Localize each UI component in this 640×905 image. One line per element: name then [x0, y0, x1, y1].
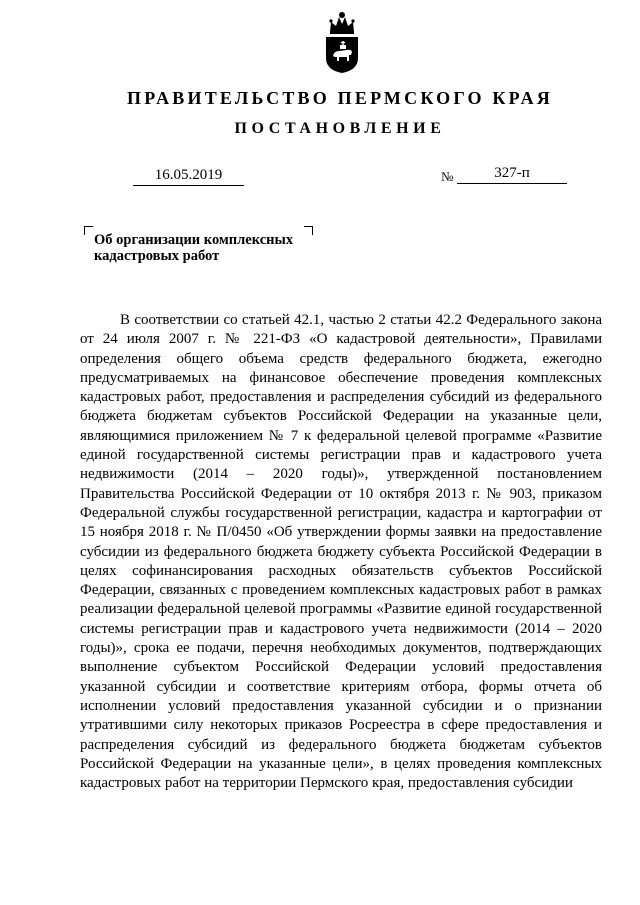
- perm-krai-coat-of-arms-icon: [322, 8, 362, 74]
- document-number: 327-п: [457, 163, 567, 184]
- organization-title: ПРАВИТЕЛЬСТВО ПЕРМСКОГО КРАЯ: [127, 88, 553, 108]
- number-sign: №: [441, 169, 454, 184]
- document-subject: [94, 232, 314, 264]
- subject-line-1: Об организации комплексных: [94, 232, 294, 248]
- subject-left-bracket: [84, 226, 93, 235]
- subject-line-2: кадастровых работ: [94, 248, 220, 264]
- document-date: 16.05.2019: [133, 166, 244, 186]
- document-type: ПОСТАНОВЛЕНИЕ: [234, 120, 446, 137]
- body-paragraph: В соответствии со статьей 42.1, частью 2 статьи 42.2 Федерального закона от 24 июля 2007 г. № 221-ФЗ «О кадастровой деятельности», Правилами определения общего объема средств федерального бюджета, ежегодно предусматриваемых на финансовое обеспечение проведения комплексных кадастровых работ, предоставления и распределения субсидий из федерального бюджета бюджетам субъектов Российской Федерации на указанные цели, являющимися приложением № 7 к федеральной целевой программе «Развитие единой государственной системы регистрации прав и кадастрового учета недвижимости (2014 – 2020 годы)», утвержденной постановлением Правительства Российской Федерации от 10 октября 2013 г. № 903, приказом Федеральной службы государственной регистрации, кадастра и картографии от 15 ноября 2018 г. № П/0450 «Об утверждении формы заявки на предоставление субсидии из федерального бюджета бюджету субъекта Российской Федерации в целях софинансирования расходных обязательств субъектов Российской Федерации, связанных с проведением комплексных кадастровых работ в рамках реализации федеральной целевой программы «Развитие единой государственной системы регистрации прав и кадастрового учета недвижимости (2014 – 2020 годы)», срока ее подачи, перечня необходимых документов, подтверждающих выполнение субъектом Российской Федерации условий предоставления указанной субсидии и соответствие критериям отбора, формы отчета об исполнении условий предоставления указанной субсидии и о признании утратившими силу некоторых приказов Росреестра в сфере предоставления и распределения субсидий из федерального бюджета бюджетам субъектов Российской Федерации на указанные цели», в целях проведения комплексных кадастровых работ на территории Пермского края, предоставления субсидии: [80, 312, 602, 792]
